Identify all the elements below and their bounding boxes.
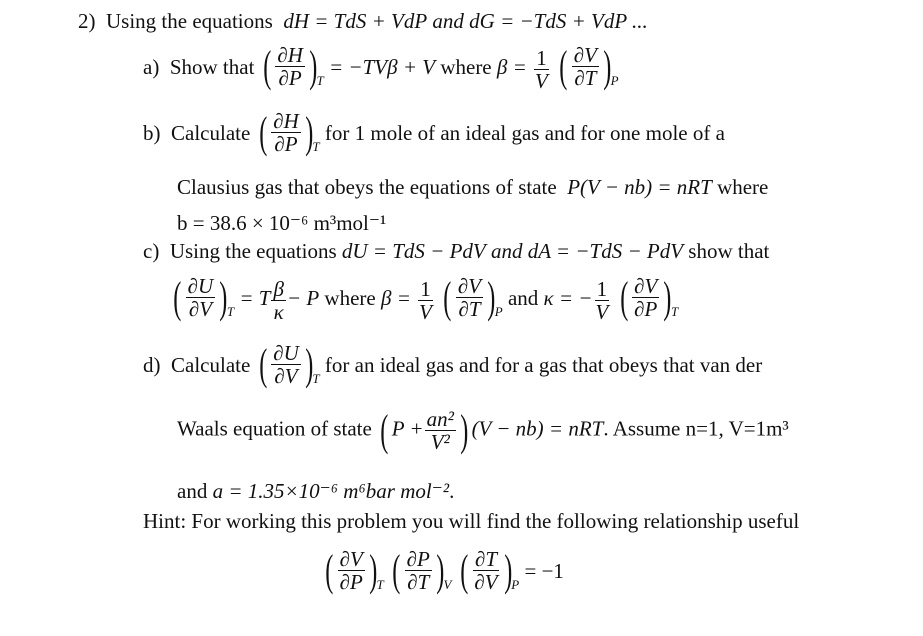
num-an2: an² <box>426 407 454 431</box>
part-d-text1: Calculate <box>171 352 251 377</box>
part-d <box>143 339 763 392</box>
num-dh: ∂H <box>277 43 303 67</box>
sub-t-h: T <box>376 577 384 593</box>
part-d-text3: Waals equation of state <box>177 416 372 441</box>
den-dp-h: ∂P <box>339 570 363 594</box>
part-d-line2 <box>177 405 789 455</box>
part-b-text2: for 1 mole of an ideal gas and for one mole of a <box>324 120 725 145</box>
clausius-eos: P(V − nb) = nRT <box>567 175 712 199</box>
num-dv-c2: ∂V <box>634 274 658 298</box>
part-c-label: c) <box>143 239 160 263</box>
num-du: ∂U <box>187 274 214 298</box>
b-value: b = 38.6 × 10⁻⁶ m³mol⁻¹ <box>177 211 387 235</box>
beta-eq: β = <box>496 54 527 79</box>
vdw-rest: (V − nb) = nRT <box>471 416 604 441</box>
equation-da: dA = −TdS − PdV <box>527 239 684 263</box>
partial-dv-dt: ( $\frac{\partial V}{\partial T}$ )$_P$ <box>559 41 619 91</box>
part-a-text: Show that <box>169 54 255 79</box>
partial-dh-dp-b: ( $\frac{\partial H}{\partial P}$ )$_T$ <box>258 107 320 157</box>
sub-p-c: P <box>494 304 503 320</box>
part-b-line3 <box>177 210 386 236</box>
and-word-c2: and <box>507 285 539 310</box>
sub-t-d: T <box>312 371 320 387</box>
part-c-text2: show that <box>688 239 770 263</box>
den-dp: ∂P <box>278 66 302 90</box>
den-v-c1: V <box>419 299 432 324</box>
assume-text: . Assume n=1, V=1m³ <box>603 416 789 441</box>
vdw-pressure-term: ( P + $\frac{\text{an²}}{\text{V²}}$ ) <box>380 405 469 455</box>
rhs-t: = T <box>239 285 271 310</box>
problem-number: 2) <box>78 9 96 33</box>
den-v-c2: V <box>595 299 609 324</box>
sub-t: T <box>316 73 324 89</box>
num-dv: ∂V <box>573 43 597 67</box>
part-b <box>143 107 725 160</box>
part-b-text1: Calculate <box>171 120 251 145</box>
partial-dt-dv-h: ( $\frac{\partial T}{\partial V}$ )$_P$ <box>460 545 520 595</box>
sub-t-b: T <box>312 139 320 155</box>
sub-p: P <box>610 73 619 89</box>
sub-t-c1: T <box>226 304 235 320</box>
den-v: V <box>535 68 548 93</box>
sub-t-c2: T <box>671 304 679 320</box>
sub-p-h: P <box>511 577 520 593</box>
part-d-line3 <box>177 478 454 504</box>
part-c-line2 <box>170 272 679 325</box>
den-v2: V² <box>430 430 450 454</box>
one-c1: 1 <box>420 276 431 301</box>
where-word-c: where <box>324 285 376 310</box>
intro-text: Using the equations <box>106 9 273 33</box>
partial-dv-dp-h: ( $\frac{\partial V}{\partial P}$ )$_T$ <box>325 545 384 595</box>
p-plus: P + <box>391 416 424 441</box>
part-a <box>143 41 619 94</box>
partial-dp-dt-h: ( $\frac{\partial P}{\partial T}$ )$_V$ <box>392 545 452 595</box>
num-dv-c: ∂V <box>457 274 482 298</box>
partial-du-dv-d: ( $\frac{\partial U}{\partial V}$ )$_T$ <box>258 339 320 389</box>
part-b-text3: Clausius gas that obeys the equations of state <box>177 175 557 199</box>
den-dv-h: ∂V <box>474 570 498 594</box>
den-dp-b: ∂P <box>274 132 298 156</box>
part-d-label: d) <box>143 352 161 377</box>
part-c-text1: Using the equations <box>169 239 337 263</box>
equation-dg: dG = −TdS + VdP ... <box>469 9 648 33</box>
sub-v-h: V <box>443 577 452 593</box>
num-dv-h: ∂V <box>339 547 363 571</box>
and-word: and <box>432 9 464 33</box>
part-a-label: a) <box>143 54 160 79</box>
part-b-line2 <box>177 174 768 200</box>
num-du-d: ∂U <box>273 341 299 365</box>
num-dp-h: ∂P <box>406 547 430 571</box>
and-word-c: and <box>490 239 523 263</box>
problem-header <box>78 8 648 34</box>
equation-du: dU = TdS − PdV <box>341 239 486 263</box>
period: . <box>449 479 455 503</box>
num-dt-h: ∂T <box>474 547 498 571</box>
equation-dh: dH = TdS + VdP <box>283 9 428 33</box>
den-dt: ∂T <box>574 66 597 90</box>
where-word: where <box>440 54 492 79</box>
kappa-eq: κ = − <box>543 285 593 310</box>
rhs-minus-p: − P <box>286 285 320 310</box>
part-d-text4: and <box>177 479 208 503</box>
partial-dv-dp-c: ( $\frac{\partial V}{\partial P}$ )$_T$ <box>619 272 679 322</box>
part-b-label: b) <box>143 120 161 145</box>
den-dv: ∂V <box>188 297 213 321</box>
den-dt-h: ∂T <box>407 570 430 594</box>
part-d-text2: for an ideal gas and for a gas that obeys that van der <box>324 352 763 377</box>
partial-dv-dt-c: ( $\frac{\partial V}{\partial T}$ )$_P$ <box>443 272 503 322</box>
a-value: a = 1.35×10⁻⁶ m⁶bar mol⁻² <box>212 479 450 503</box>
part-a-rhs: = −TVβ + V <box>329 54 436 79</box>
hint-relation <box>322 545 564 598</box>
den-dv-d: ∂V <box>274 364 298 388</box>
den-dp-c: ∂P <box>634 297 658 321</box>
num-beta: β <box>273 276 284 301</box>
part-c <box>143 238 769 264</box>
beta-eq-c: β = <box>380 285 411 310</box>
where-word-b: where <box>717 175 769 199</box>
den-dt-c: ∂T <box>458 297 481 321</box>
den-kappa: κ <box>273 299 284 324</box>
one: 1 <box>536 45 547 70</box>
hint-text: Hint: For working this problem you will find the following relationship useful <box>143 509 800 533</box>
one-c2: 1 <box>596 276 608 301</box>
partial-dh-dp: ( $\frac{\partial H}{\partial P}$ )$_T$ <box>262 41 324 91</box>
hint-rhs: = −1 <box>524 558 564 583</box>
num-dh-b: ∂H <box>273 109 299 133</box>
partial-du-dv: ( $\frac{\partial U}{\partial V}$ )$_T$ <box>173 272 235 322</box>
